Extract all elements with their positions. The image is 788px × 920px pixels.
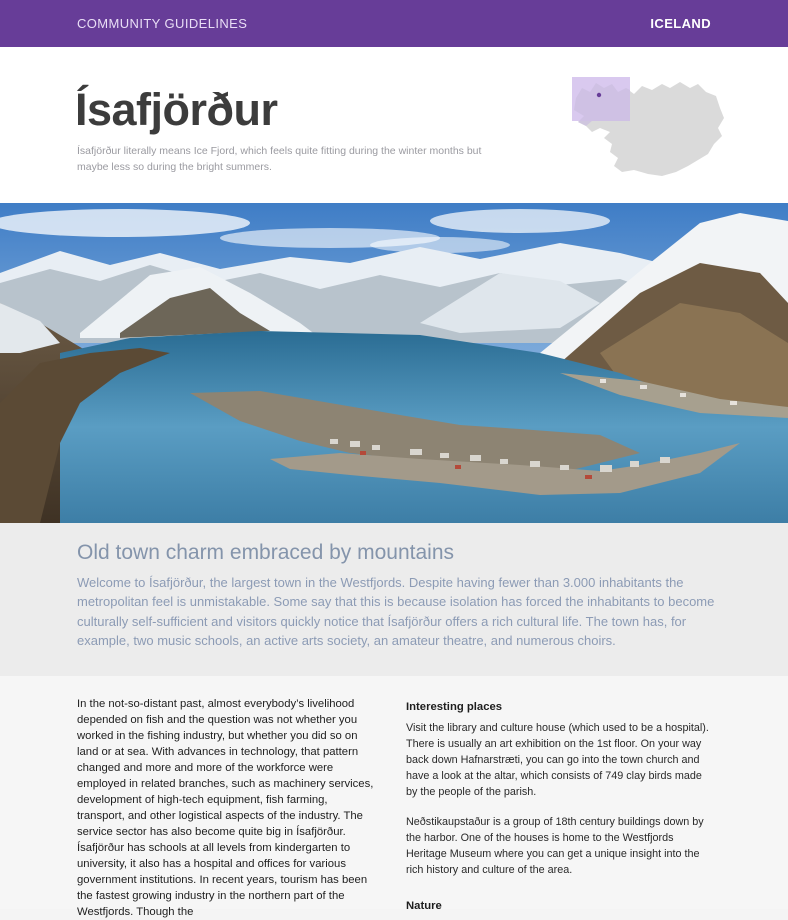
article-body (0, 676, 788, 918)
nature-heading: Nature (406, 900, 442, 912)
page-title: Ísafjörður (75, 84, 278, 135)
intro-section (0, 523, 788, 676)
country-label[interactable]: ICELAND (650, 16, 711, 31)
interesting-places-heading: Interesting places (406, 701, 503, 713)
location-marker-icon (597, 93, 601, 97)
intro-text: Welcome to Ísafjörður, the largest town in the Westfjords. Despite having fewer than 3.000 inhabitants the metropolitan feel is unmistakable. Some say that this is because isolation has forced the inhabitants to become culturally self-sufficient and visitors quickly notice that Ísafjörður offers a rich cultural life. The town has, for example, two music schools, an active arts society, an amateur theatre, and numerous choirs. (77, 575, 715, 648)
interesting-places-paragraph-2: Neðstikaupstaður is a group of 18th century buildings down by the harbor. One of the houses is home to the Westfjords Heritage Museum where you can get a unique insight into the rich history and culture of the area. (406, 816, 704, 876)
hero-section (0, 47, 788, 203)
section-label[interactable]: COMMUNITY GUIDELINES (77, 16, 248, 31)
article-left-column: In the not-so-distant past, almost everybody’s livelihood depended on fish and the question was not whether you worked in the fishing industry, but whether you did so on land or at sea. With advances in technology, that pattern changed and more and more of the workforce were employed in related branches, such as machinery services, development of high-tech equipment, fish farming, transport, and other logistical aspects of the industry. The service sector has also become quite big in Ísafjörður. Ísafjörður has schools at all levels from kindergarten to university, it also has a hospital and offices for various government institutions. In recent years, tourism has been the fastest growing industry in the northern part of the Westfjords. Though the (77, 698, 374, 918)
iceland-map-icon (570, 74, 730, 180)
page-subtitle: Ísafjörður literally means Ice Fjord, which feels quite fitting during the winter months but maybe less so during the bright summers. (77, 145, 482, 173)
top-bar (0, 0, 788, 47)
intro-heading: Old town charm embraced by mountains (77, 541, 455, 564)
article-right-column (406, 700, 716, 919)
fjord-photo (0, 203, 788, 523)
interesting-places-paragraph-1: Visit the library and culture house (which used to be a hospital). There is usually an art exhibition on the 1st floor. On your way back down Hafnarstræti, you can go into the town church and have a look at the altar, which consists of 749 clay birds made by the people of the parish. (406, 722, 709, 798)
